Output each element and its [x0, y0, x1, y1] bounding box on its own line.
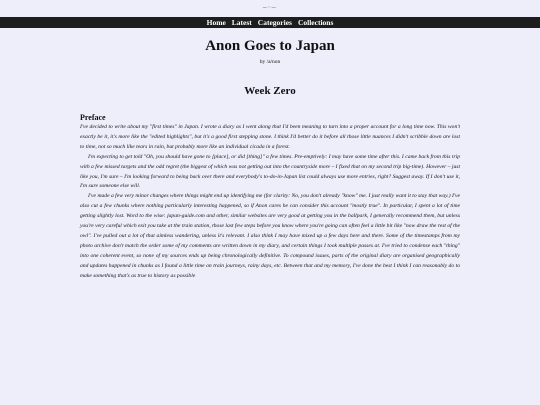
- main-navbar: [0, 17, 540, 28]
- paragraph-2: I'm expecting to get told "Oh, you should have gone to [place], or did [thing]" a few times. Pre-emptively: I may have some time after this. I came back from this trip with a few missed targets and the odd regret (the biggest of which was not getting out into the countryside more – I fixed that on my second trip big-time). However – just like you, I'm sure – I'm looking forward to being back over there and everybody's to-do-in-Japan list could always use more entries, right? Suggest away. If I don't use it, I'm sure someone else will.: [80, 153, 460, 190]
- nav-home-link[interactable]: Home: [206, 18, 226, 27]
- page-title: Anon Goes to Japan: [205, 38, 335, 54]
- top-strip: [0, 0, 540, 17]
- byline: by /a/non: [259, 59, 281, 65]
- nav-latest-link[interactable]: Latest: [231, 18, 252, 27]
- section-heading: Preface: [80, 113, 106, 122]
- article: [80, 38, 460, 282]
- site-logo[interactable]: ~ᵕ~: [262, 4, 277, 12]
- paragraph-1: I've decided to write about my "first times" in Japan. I wrote a diary as I went along that I'd been meaning to turn into a proper account for a long time now. This won't exactly be it, it's more like the "edited highlights", but it's a good first stepping stone. I think I'd better do it before all those little nuances I didn't scribble down are lost to time, not so much like tears in rain, but probably more like an individual cicada in a forest.: [80, 124, 460, 150]
- nav-collections-link[interactable]: Collections: [297, 18, 334, 27]
- paragraph-3: I've made a few very minor changes where things might end up identifying me (for clarity: No, you don't already "know" me. I just really want it to stay that way.) I've also cut a few chunks where nothing particularly interesting happened, so if Anon cares he can consider this account "mostly true". In particular, I spent a lot of time getting slightly lost. Word to the wise: japan-guide.com and other, similar websites are very good at getting you in the ballpark, I generally recommend them, but unless you're very careful which exit you take at the train station, those last few steps before you know where you're going can often feel a little bit like "now draw the rest of the owl". I've pulled out a lot of that aimless wandering, unless it's relevant. I also think I may have mixed up a few days here and there. Some of the timestamps from my photo archive don't match the order some of my comments are written down in my diary, and certain things I took multiple passes at. I've tried to condense each "thing" into one coherent event, so none of my sources ends up being chronologically definitive. To compound issues, parts of the original diary are organised geographically and updates happened in chunks as I found a little time on train journeys, rainy days, etc. Between that and my memory, I've done the best I think I can reasonably do to make something that's as true to history as possible: [80, 193, 460, 279]
- chapter-heading: Week Zero: [244, 85, 296, 97]
- nav-categories-link[interactable]: Categories: [257, 18, 292, 27]
